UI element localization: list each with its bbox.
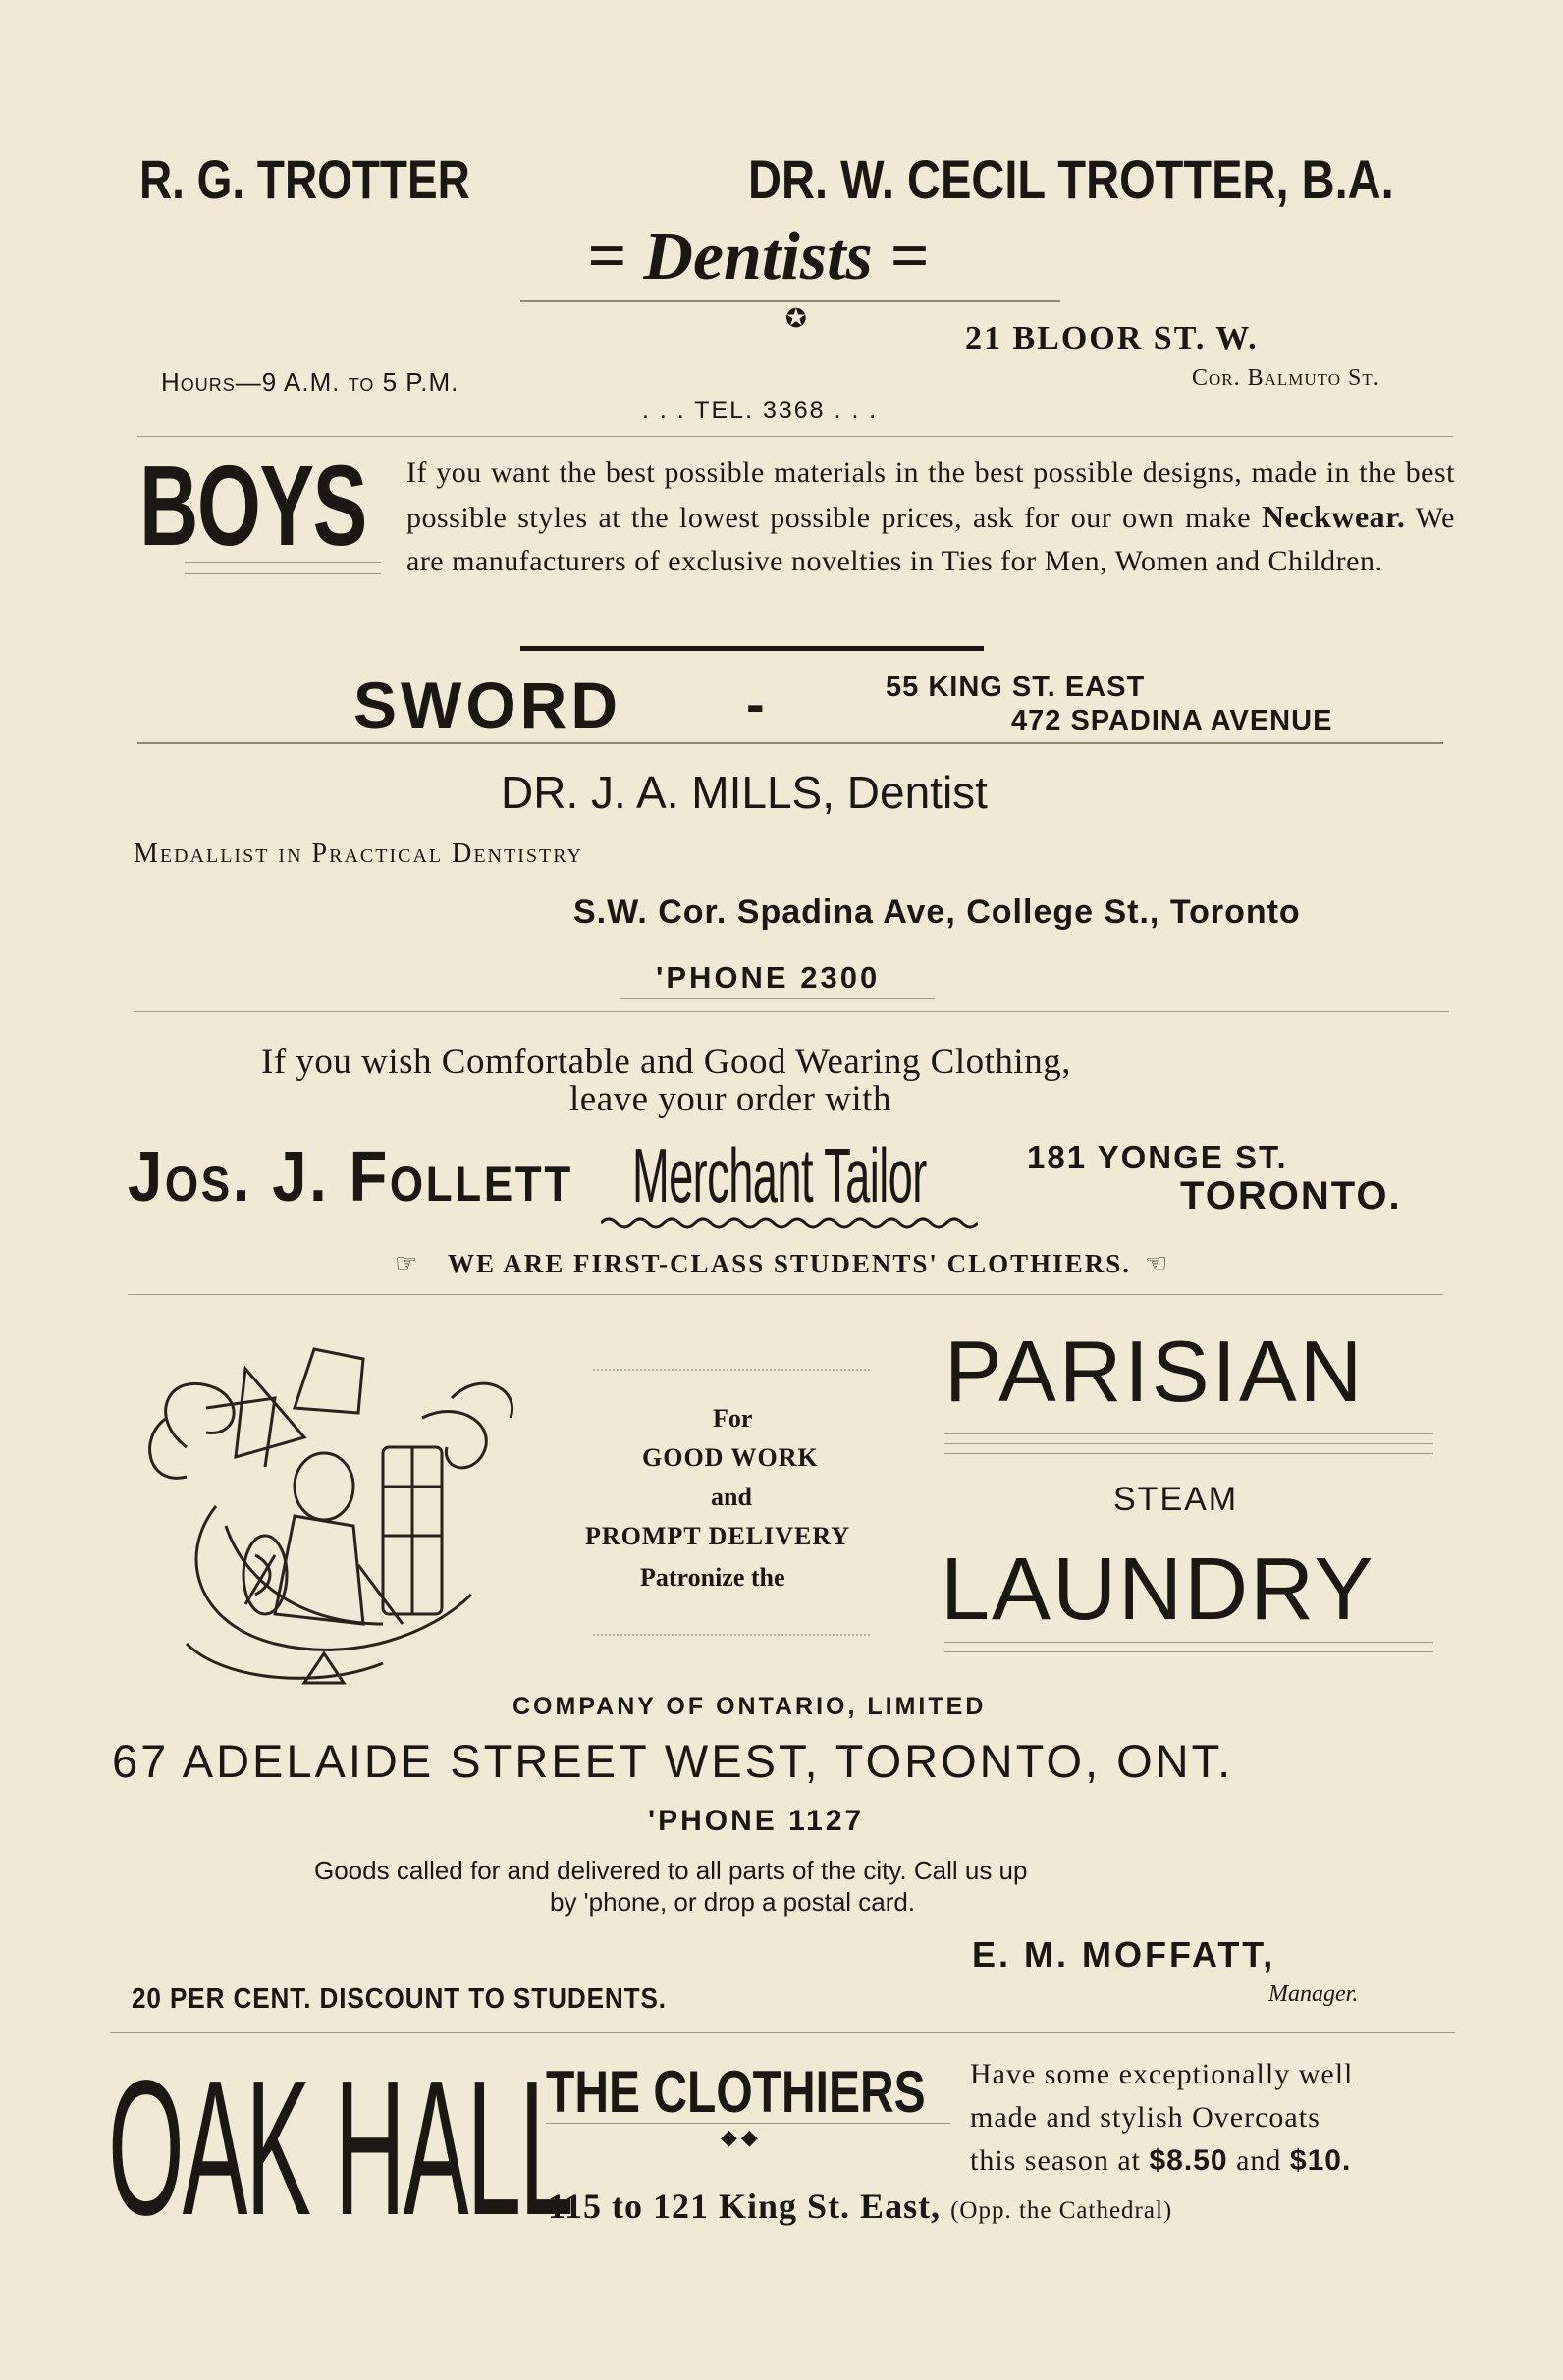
boys-underline (185, 562, 381, 563)
mills-title: Medallist in Practical Dentistry (134, 838, 583, 869)
oakhall-body-1: Have some exceptionally well (970, 2058, 1354, 2090)
sword-address-2: 472 SPADINA AVENUE (1011, 705, 1333, 736)
sword-dash: - (746, 673, 765, 734)
oakhall-price-2: $10. (1289, 2144, 1352, 2177)
pointing-hand-left-icon: ☞ (395, 1249, 418, 1277)
sword-address-1: 55 KING ST. EAST (886, 672, 1146, 703)
laundry-middle-bottom-rule (593, 1634, 870, 1636)
trotter-hours: Hours—9 A.M. to 5 P.M. (161, 367, 459, 397)
mills-phone-underline (620, 998, 935, 999)
laundry-manager-title: Manager. (1268, 1981, 1359, 2007)
laundry-address: 67 ADELAIDE STREET WEST, TORONTO, ONT. (112, 1735, 1234, 1787)
oakhall-address-number: 115 to 121 (548, 2187, 710, 2226)
follett-intro-2: leave your order with (569, 1079, 891, 1119)
section-divider-2 (137, 742, 1443, 744)
mills-phone: 'PHONE 2300 (656, 960, 881, 995)
follett-name: Jos. J. Follett (128, 1138, 573, 1217)
sword-body-end: We are manufacturers of exclusive novelties in Ties for Men, Women and Children. (406, 502, 1455, 577)
boys-headline: BOYS (139, 442, 366, 569)
oakhall-price-1: $8.50 (1149, 2144, 1228, 2177)
parisian-underline-3 (944, 1453, 1433, 1454)
sword-body-text: If you want the best possible materials in the best possible designs, made in the best possible styles at the lowest possible prices, ask for our own make (406, 457, 1455, 534)
laundry-prompt: PROMPT DELIVERY (585, 1522, 851, 1550)
sword-body (406, 452, 1455, 583)
laundry-phone: 'PHONE 1127 (648, 1805, 865, 1837)
trotter-profession: = Dentists = (587, 219, 930, 295)
sword-name: SWORD (353, 669, 621, 741)
trotter-tel: . . . TEL. 3368 . . . (642, 397, 879, 424)
laundry-discount: 20 PER CENT. DISCOUNT TO STUDENTS. (132, 1983, 667, 2015)
laundry-manager-name: E. M. MOFFATT, (972, 1934, 1276, 1974)
oakhall-address-line (548, 2186, 1172, 2227)
oakhall-body-3: this season at (970, 2144, 1141, 2177)
laundry-middle-top-rule (593, 1369, 870, 1371)
oakhall-tagline-underline (546, 2123, 950, 2124)
oakhall-ornament: ◆◆ (721, 2125, 762, 2149)
follett-address-2: TORONTO. (1180, 1174, 1402, 1217)
trotter-corner: Cor. Balmuto St. (1192, 365, 1380, 391)
follett-address-1: 181 YONGE ST. (1027, 1139, 1288, 1175)
sword-top-rule (520, 646, 984, 651)
laundry-underline-2 (944, 1651, 1433, 1652)
oakhall-body-3-line (970, 2144, 1351, 2178)
oakhall-and: and (1236, 2144, 1282, 2177)
laundry-note-1: Goods called for and delivered to all parts of the city. Call us up (314, 1856, 1028, 1885)
trotter-right-name: DR. W. CECIL TROTTER, B.A. (748, 148, 1394, 210)
pointing-hand-right-icon: ☜ (1145, 1249, 1168, 1277)
laundry-good-work: GOOD WORK (642, 1443, 819, 1472)
trotter-address: 21 BLOOR ST. W. (965, 320, 1259, 356)
oakhall-tagline: THE CLOTHIERS (546, 2059, 926, 2125)
laundry-steam: STEAM (1113, 1481, 1239, 1518)
laundry-and: and (711, 1483, 752, 1511)
trotter-left-name: R. G. TROTTER (139, 148, 470, 210)
oakhall-body-2: made and stylish Overcoats (970, 2101, 1320, 2134)
follett-intro-1: If you wish Comfortable and Good Wearing Clothing, (261, 1042, 1071, 1082)
parisian-underline-1 (944, 1433, 1433, 1434)
section-divider-4 (128, 1294, 1443, 1295)
laundry-for: For (713, 1404, 753, 1433)
oakhall-address-street: King St. East, (719, 2187, 942, 2226)
mills-address: S.W. Cor. Spadina Ave, College St., Toronto (573, 893, 1301, 931)
oakhall-address-note: (Opp. the Cathedral) (950, 2197, 1173, 2224)
boys-underline-2 (185, 573, 381, 574)
laundry-parisian: PARISIAN (944, 1323, 1366, 1420)
follett-trade: Merchant Tailor (632, 1132, 927, 1218)
laundry-company: COMPANY OF ONTARIO, LIMITED (512, 1693, 987, 1720)
section-divider-1 (137, 436, 1453, 437)
oakhall-name: OAK HALL (108, 2040, 572, 2255)
trotter-divider (520, 300, 1060, 302)
laundry-note-2: by 'phone, or drop a postal card. (550, 1887, 916, 1917)
star-ornament-icon: ✪ (785, 304, 807, 333)
cherub-laundry-illustration (128, 1329, 530, 1693)
section-divider-5 (110, 2032, 1455, 2033)
follett-tagline: WE ARE FIRST-CLASS STUDENTS' CLOTHIERS. (448, 1249, 1131, 1278)
laundry-patronize: Patronize the (640, 1563, 785, 1592)
sword-body-emphasis: Neckwear. (1262, 499, 1406, 534)
parisian-underline-2 (944, 1443, 1433, 1444)
mills-name: DR. J. A. MILLS, Dentist (501, 767, 988, 818)
laundry-underline-1 (944, 1642, 1433, 1643)
follett-wavy-underline (601, 1216, 978, 1231)
laundry-laundry: LAUNDRY (941, 1541, 1375, 1639)
section-divider-3 (134, 1011, 1449, 1012)
